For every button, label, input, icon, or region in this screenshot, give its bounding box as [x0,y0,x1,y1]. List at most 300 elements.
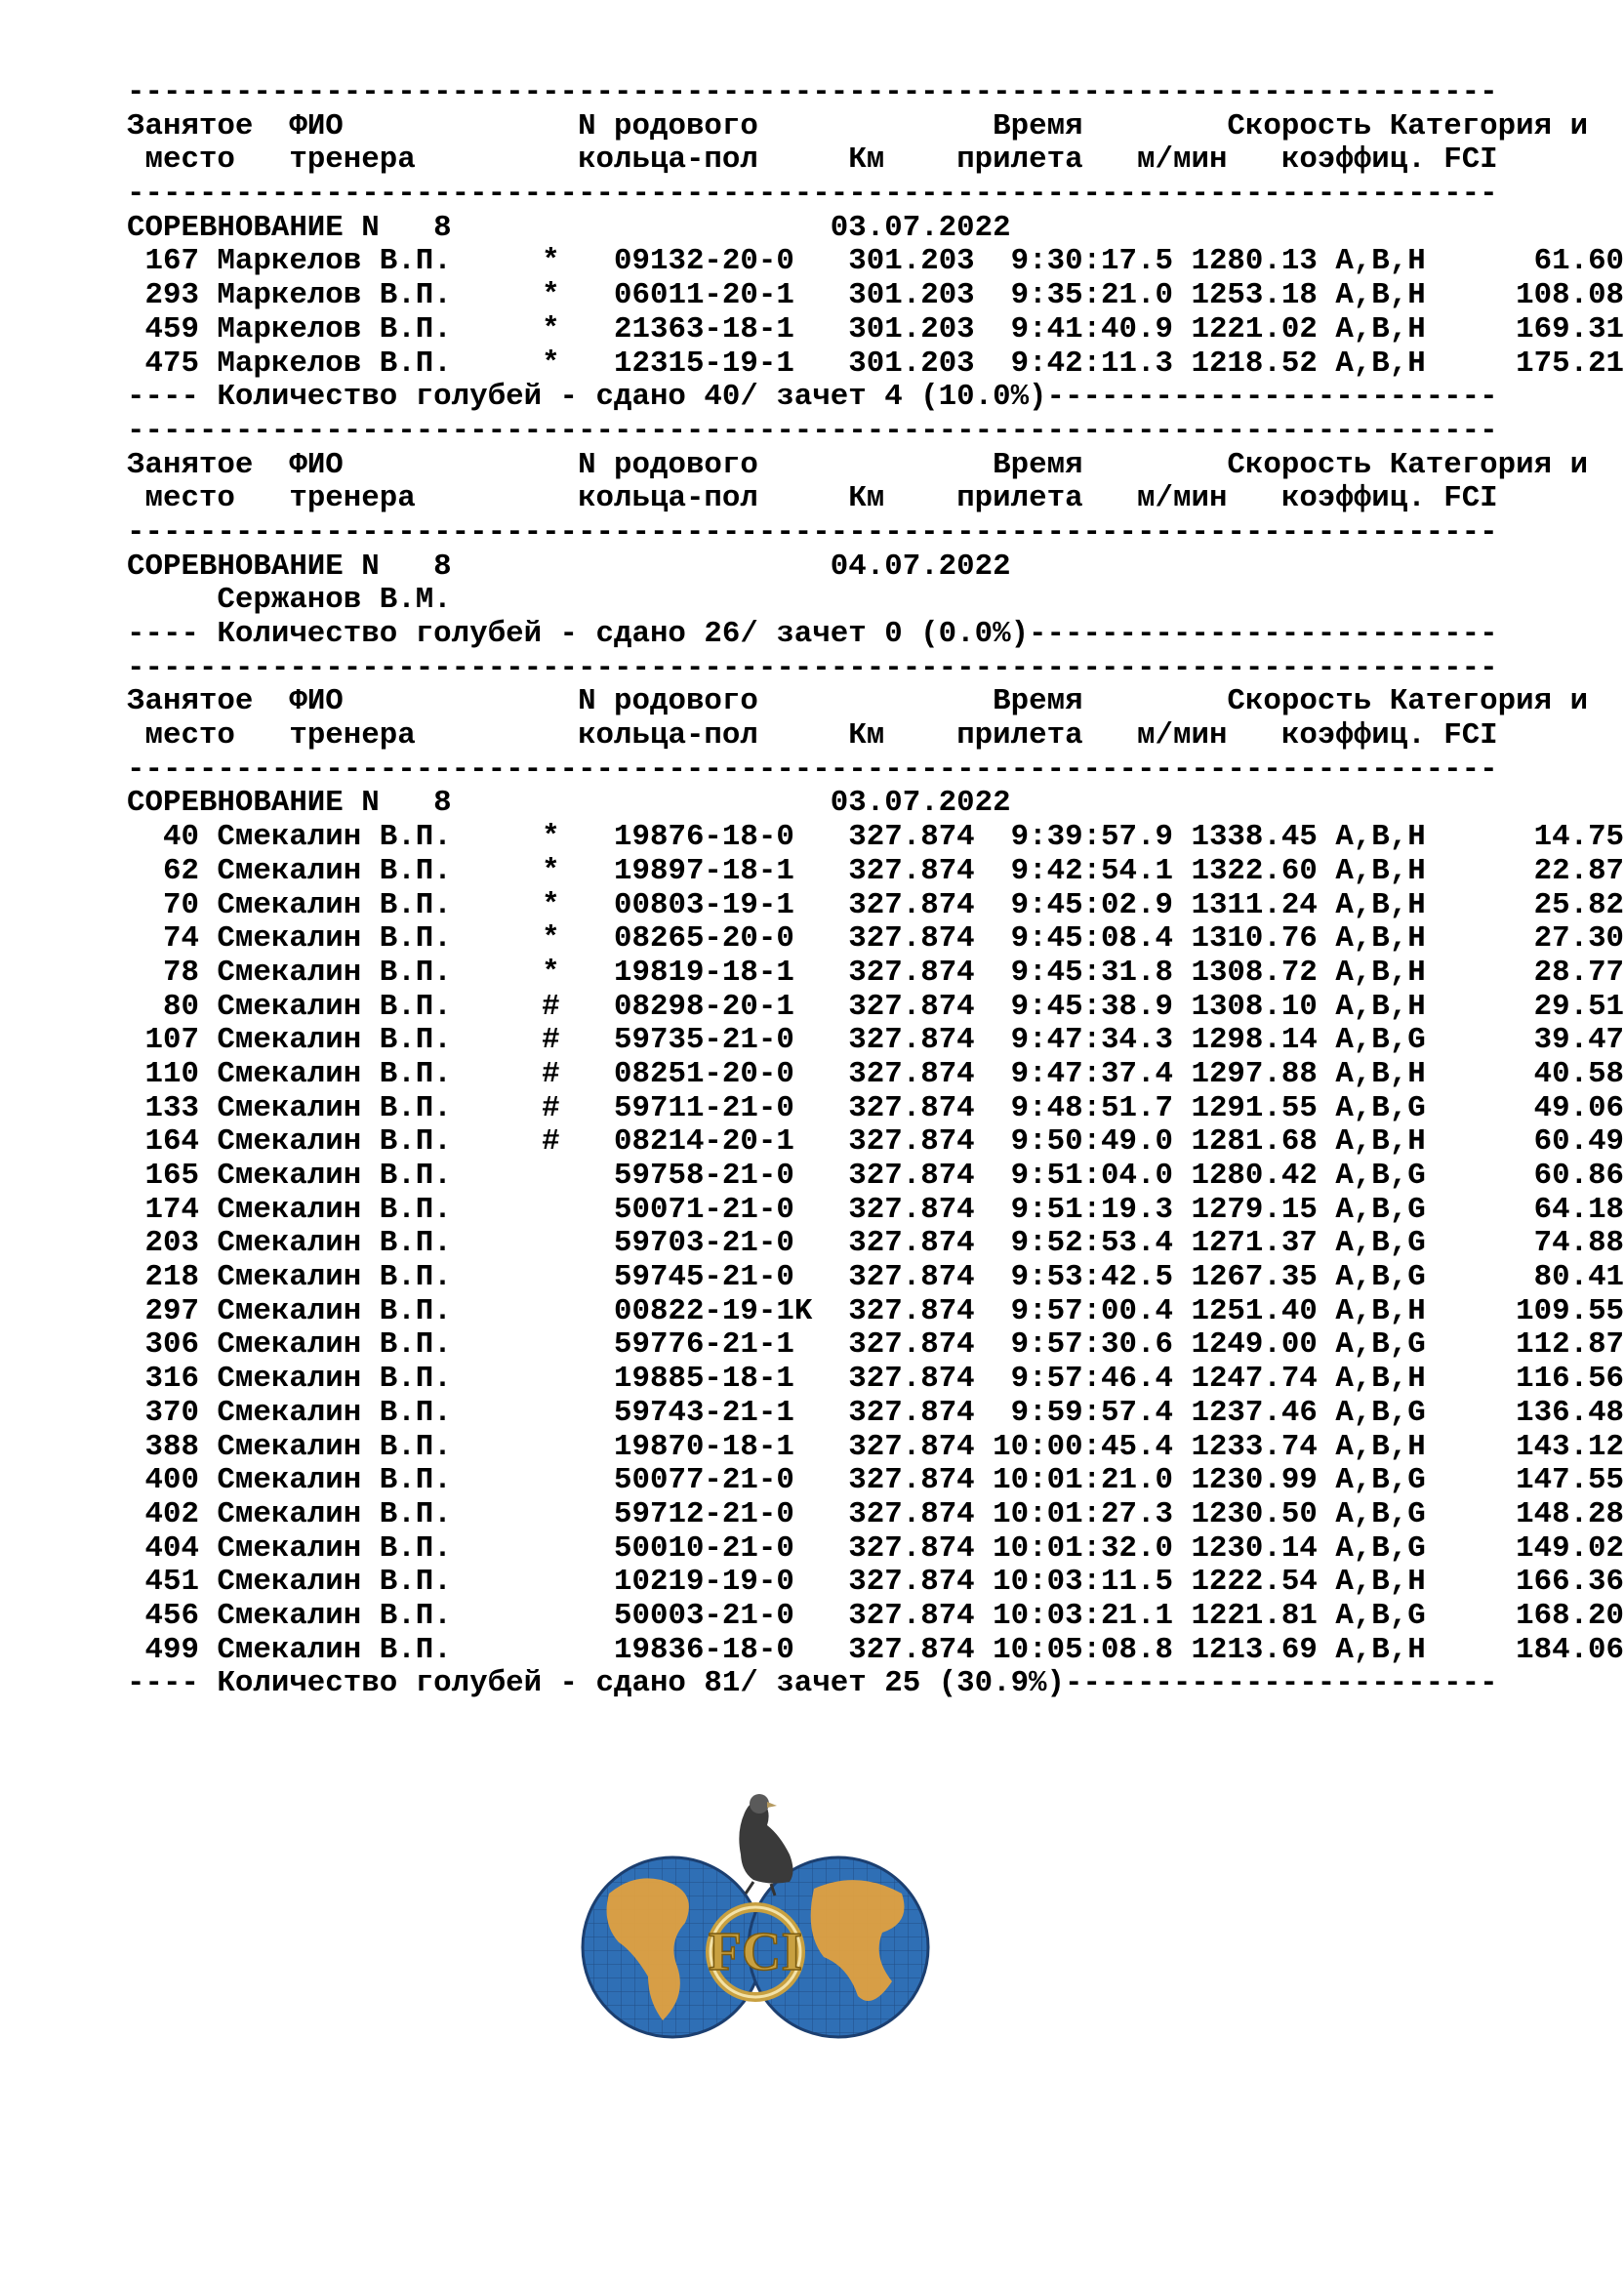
fci-coefficient: 184.06 [1516,1632,1624,1667]
place: 388 [127,1429,199,1464]
ring-number: 10219-19-0 [614,1565,794,1600]
summary-line [127,618,1624,652]
category: A,B,H [1335,346,1426,381]
arrival-time: 9:47:34.3 [1010,1023,1173,1058]
speed: 1297.88 [1191,1056,1318,1091]
arrival-time: 9:59:57.4 [1010,1395,1173,1430]
arrival-time: 10:03:21.1 [993,1598,1173,1633]
mark: # [542,1056,560,1091]
table-header-row [127,685,1624,719]
ring-number: 12315-19-1 [614,346,794,381]
speed: 1230.50 [1191,1496,1318,1531]
competition-label: СОРЕВНОВАНИЕ N 8 [127,210,452,245]
fci-coefficient: 175.21 [1516,346,1624,381]
fci-coefficient: 147.55 [1516,1463,1624,1498]
category: A,B,H [1335,955,1426,990]
place: 459 [127,311,199,347]
ring-number: 19885-18-1 [614,1362,794,1397]
fci-logo [580,1786,931,2040]
table-row [127,313,1624,347]
ring-number: 08298-20-1 [614,989,794,1024]
speed: 1310.76 [1191,921,1318,957]
distance-km: 327.874 [848,955,975,990]
ring-number: 19836-18-0 [614,1632,794,1667]
arrival-time: 9:45:08.4 [1010,921,1173,957]
category: A,B,H [1335,278,1426,313]
place: 133 [127,1090,199,1125]
place: 293 [127,278,199,313]
speed: 1247.74 [1191,1362,1318,1397]
ring-number: 19876-18-0 [614,820,794,855]
summary: ---- Количество голубей - сдано 26/ зачет 0 (0.0%)-------------------------- [127,617,1498,651]
summary-line [127,381,1624,415]
arrival-time: 10:01:21.0 [993,1463,1173,1498]
category: A,B,H [1335,989,1426,1024]
table-header-row [127,719,1624,754]
competition-date: 03.07.2022 [830,786,1011,821]
trainer-name: Маркелов В.П. [217,244,452,279]
header-ring: N родового [578,108,758,143]
ring-number: 59776-21-1 [614,1327,794,1363]
separator: ---------------------------------------------------------------------------- [127,650,1498,685]
distance-km: 301.203 [848,311,975,347]
distance-km: 301.203 [848,346,975,381]
speed: 1222.54 [1191,1565,1318,1600]
category: A,B,H [1335,1124,1426,1160]
arrival-time: 9:41:40.9 [1010,311,1173,347]
competition-label: СОРЕВНОВАНИЕ N 8 [127,549,452,584]
header-km: Км [848,718,885,754]
ring-number: 59758-21-0 [614,1159,794,1193]
trainer-name: Смекалин В.П. [217,1565,452,1600]
trainer-name: Смекалин В.П. [217,989,452,1024]
table-row [127,1600,1624,1634]
ring-number: 00803-19-1 [614,887,794,922]
header-ring: кольца-пол [578,718,758,754]
place: 78 [127,955,199,990]
separator-line [127,415,1624,449]
trainer-name: Смекалин В.П. [217,1159,452,1193]
header-category: коэффиц. FCI [1280,481,1498,516]
speed: 1249.00 [1191,1327,1318,1363]
arrival-time: 10:03:11.5 [993,1565,1173,1600]
fci-coefficient: 27.30 [1533,921,1624,957]
header-name: тренера [289,143,416,178]
distance-km: 327.874 [848,1362,975,1397]
header-time: прилета [956,143,1083,178]
ring-number: 59712-21-0 [614,1496,794,1531]
fci-coefficient: 74.88 [1533,1226,1624,1261]
category: A,B,H [1335,1362,1426,1397]
place: 62 [127,853,199,888]
arrival-time: 9:57:30.6 [1010,1327,1173,1363]
trainer-name: Маркелов В.П. [217,346,452,381]
fci-coefficient: 49.06 [1533,1090,1624,1125]
fci-coefficient: 14.75 [1533,820,1624,855]
distance-km: 327.874 [848,1124,975,1160]
place: 475 [127,346,199,381]
table-row [127,1295,1624,1329]
table-header-row [127,143,1624,178]
table-row [127,922,1624,957]
table-header-row [127,449,1624,483]
ring-number: 59735-21-0 [614,1023,794,1058]
speed: 1230.14 [1191,1530,1318,1566]
distance-km: 301.203 [848,278,975,313]
speed: 1237.46 [1191,1395,1318,1430]
trainer-name: Маркелов В.П. [217,278,452,313]
separator: ---------------------------------------------------------------------------- [127,75,1498,109]
speed: 1218.52 [1191,346,1318,381]
separator-line [127,516,1624,550]
header-speed: Скорость [1227,108,1372,143]
header-name: тренера [289,481,416,516]
results-document [127,76,1624,1701]
distance-km: 327.874 [848,853,975,888]
trainer-name: Смекалин В.П. [217,1124,452,1160]
header-speed: Скорость [1227,684,1372,719]
header-km: Км [848,143,885,178]
arrival-time: 9:45:38.9 [1010,989,1173,1024]
fci-coefficient: 40.58 [1533,1056,1624,1091]
arrival-time: 9:51:04.0 [1010,1159,1173,1193]
speed: 1291.55 [1191,1090,1318,1125]
separator-line [127,652,1624,686]
ring-number: 50071-21-0 [614,1192,794,1227]
header-place: место [127,718,235,754]
arrival-time: 9:42:11.3 [1010,346,1173,381]
distance-km: 327.874 [848,820,975,855]
distance-km: 327.874 [848,1598,975,1633]
distance-km: 327.874 [848,1159,975,1193]
separator-line [127,754,1624,788]
trainer-name: Смекалин В.П. [217,1632,452,1667]
fci-coefficient: 116.56 [1516,1362,1624,1397]
header-category: коэффиц. FCI [1280,143,1498,178]
place: 164 [127,1124,199,1160]
header-place: место [127,481,235,516]
fci-coefficient: 136.48 [1516,1395,1624,1430]
table-row [127,1498,1624,1532]
ring-number: 19819-18-1 [614,955,794,990]
place: 402 [127,1496,199,1531]
distance-km: 327.874 [848,1090,975,1125]
ring-number: 19870-18-1 [614,1429,794,1464]
ring-number: 21363-18-1 [614,311,794,347]
trainer-name: Смекалин В.П. [217,853,452,888]
speed: 1279.15 [1191,1192,1318,1227]
speed: 1322.60 [1191,853,1318,888]
distance-km: 327.874 [848,1327,975,1363]
summary: ---- Количество голубей - сдано 81/ зачет 25 (30.9%)------------------------ [127,1666,1498,1701]
fci-coefficient: 148.28 [1516,1496,1624,1531]
mark: * [542,278,560,313]
fci-coefficient: 39.47 [1533,1023,1624,1058]
place: 80 [127,989,199,1024]
ring-number: 00822-19-1K [614,1293,813,1328]
trainer-name: Смекалин В.П. [217,1496,452,1531]
arrival-time: 9:50:49.0 [1010,1124,1173,1160]
mark: # [542,989,560,1024]
category: A,B,G [1335,1395,1426,1430]
table-row [127,279,1624,313]
place: 70 [127,887,199,922]
trainer-name: Маркелов В.П. [217,311,452,347]
header-place: Занятое [127,684,254,719]
arrival-time: 9:57:46.4 [1010,1362,1173,1397]
header-name: ФИО [289,684,344,719]
summary-line [127,1667,1624,1701]
table-row [127,245,1624,279]
category: A,B,H [1335,820,1426,855]
table-row [127,1363,1624,1397]
fci-coefficient: 109.55 [1516,1293,1624,1328]
ring-number: 09132-20-0 [614,244,794,279]
table-row [127,889,1624,923]
ring-number: 06011-20-1 [614,278,794,313]
trainer-name: Смекалин В.П. [217,1226,452,1261]
header-name: тренера [289,718,416,754]
arrival-time: 9:30:17.5 [1010,244,1173,279]
table-header-row [127,482,1624,516]
fci-coefficient: 149.02 [1516,1530,1624,1566]
table-row [127,1397,1624,1431]
trainer-name: Смекалин В.П. [217,1362,452,1397]
header-category: Категория и [1389,684,1589,719]
arrival-time: 10:00:45.4 [993,1429,1173,1464]
table-row [127,1261,1624,1295]
trainer-name: Смекалин В.П. [217,820,452,855]
mark: * [542,921,560,957]
summary: ---- Количество голубей - сдано 40/ зачет 4 (10.0%)------------------------- [127,380,1498,415]
table-row [127,991,1624,1025]
header-ring: N родового [578,447,758,482]
place: 218 [127,1260,199,1295]
fci-coefficient: 61.60 [1533,244,1624,279]
place: 456 [127,1598,199,1633]
trainer-name: Смекалин В.П. [217,1023,452,1058]
header-place: место [127,143,235,178]
header-ring: кольца-пол [578,481,758,516]
header-speed: Скорость [1227,447,1372,482]
category: A,B,H [1335,853,1426,888]
category: A,B,G [1335,1192,1426,1227]
header-ring: кольца-пол [578,143,758,178]
fci-coefficient: 80.41 [1533,1260,1624,1295]
arrival-time: 9:39:57.9 [1010,820,1173,855]
distance-km: 327.874 [848,1496,975,1531]
arrival-time: 10:01:27.3 [993,1496,1173,1531]
mark: # [542,1090,560,1125]
fci-coefficient: 29.51 [1533,989,1624,1024]
table-row [127,1566,1624,1600]
trainer-name: Смекалин В.П. [217,1090,452,1125]
header-name: ФИО [289,108,344,143]
distance-km: 327.874 [848,1530,975,1566]
trainer-line [127,584,1624,618]
mark: * [542,887,560,922]
category: A,B,G [1335,1598,1426,1633]
header-place: Занятое [127,108,254,143]
place: 107 [127,1023,199,1058]
competition-line [127,212,1624,246]
speed: 1311.24 [1191,887,1318,922]
fci-coefficient: 64.18 [1533,1192,1624,1227]
speed: 1251.40 [1191,1293,1318,1328]
place: 370 [127,1395,199,1430]
table-row [127,1125,1624,1160]
table-row [127,1464,1624,1498]
competition-date: 03.07.2022 [830,210,1011,245]
header-time: Время [993,684,1083,719]
fci-coefficient: 112.87 [1516,1327,1624,1363]
competition-line [127,550,1624,585]
trainer-name: Смекалин В.П. [217,1395,452,1430]
category: A,B,G [1335,1159,1426,1193]
header-time: прилета [956,718,1083,754]
fci-coefficient: 28.77 [1533,955,1624,990]
fci-coefficient: 60.86 [1533,1159,1624,1193]
category: A,B,G [1335,1496,1426,1531]
category: A,B,H [1335,1293,1426,1328]
trainer-name: Смекалин В.П. [217,1463,452,1498]
place: 167 [127,244,199,279]
category: A,B,G [1335,1226,1426,1261]
header-category: коэффиц. FCI [1280,718,1498,754]
distance-km: 327.874 [848,1565,975,1600]
distance-km: 301.203 [848,244,975,279]
category: A,B,H [1335,244,1426,279]
competition-label: СОРЕВНОВАНИЕ N 8 [127,786,452,821]
mark: # [542,1023,560,1058]
place: 203 [127,1226,199,1261]
pigeon-icon [739,1794,792,1896]
speed: 1298.14 [1191,1023,1318,1058]
speed: 1267.35 [1191,1260,1318,1295]
distance-km: 327.874 [848,1395,975,1430]
arrival-time: 10:05:08.8 [993,1632,1173,1667]
speed: 1213.69 [1191,1632,1318,1667]
arrival-time: 9:48:51.7 [1010,1090,1173,1125]
place: 297 [127,1293,199,1328]
distance-km: 327.874 [848,887,975,922]
fci-coefficient: 60.49 [1533,1124,1624,1160]
speed: 1233.74 [1191,1429,1318,1464]
table-row [127,855,1624,889]
header-time: Время [993,447,1083,482]
header-speed: м/мин [1137,718,1228,754]
separator: ---------------------------------------------------------------------------- [127,514,1498,550]
distance-km: 327.874 [848,1226,975,1261]
fci-coefficient: 143.12 [1516,1429,1624,1464]
distance-km: 327.874 [848,989,975,1024]
ring-number: 59703-21-0 [614,1226,794,1261]
table-row [127,821,1624,855]
category: A,B,H [1335,1632,1426,1667]
place: 316 [127,1362,199,1397]
arrival-time: 9:42:54.1 [1010,853,1173,888]
ring-number: 19897-18-1 [614,853,794,888]
category: A,B,H [1335,1429,1426,1464]
arrival-time: 9:45:31.8 [1010,955,1173,990]
header-time: Время [993,108,1083,143]
mark: * [542,820,560,855]
speed: 1308.10 [1191,989,1318,1024]
speed: 1271.37 [1191,1226,1318,1261]
header-speed: м/мин [1137,481,1228,516]
speed: 1253.18 [1191,278,1318,313]
table-row [127,1024,1624,1058]
arrival-time: 9:45:02.9 [1010,887,1173,922]
category: A,B,G [1335,1090,1426,1125]
distance-km: 327.874 [848,921,975,957]
ring-number: 59711-21-0 [614,1090,794,1125]
logo-text: FCI [708,1922,803,1982]
category: A,B,G [1335,1023,1426,1058]
mark: * [542,311,560,347]
category: A,B,G [1335,1260,1426,1295]
category: A,B,G [1335,1530,1426,1566]
mark: * [542,244,560,279]
table-row [127,1634,1624,1668]
trainer-name: Смекалин В.П. [217,921,452,957]
fci-coefficient: 169.31 [1516,311,1624,347]
competition-date: 04.07.2022 [830,549,1011,584]
category: A,B,H [1335,311,1426,347]
trainer-name: Смекалин В.П. [217,1598,452,1633]
fci-coefficient: 25.82 [1533,887,1624,922]
ring-number: 50003-21-0 [614,1598,794,1633]
ring-number: 08214-20-1 [614,1124,794,1160]
fci-coefficient: 108.08 [1516,278,1624,313]
place: 404 [127,1530,199,1566]
header-place: Занятое [127,447,254,482]
header-time: прилета [956,481,1083,516]
trainer-name: Смекалин В.П. [217,1327,452,1363]
ring-number: 08265-20-0 [614,921,794,957]
separator: ---------------------------------------------------------------------------- [127,413,1498,448]
place: 40 [127,820,199,855]
mark: # [542,1124,560,1160]
arrival-time: 9:35:21.0 [1010,278,1173,313]
header-km: Км [848,481,885,516]
category: A,B,H [1335,1056,1426,1091]
trainer-name: Смекалин В.П. [217,887,452,922]
place: 499 [127,1632,199,1667]
place: 165 [127,1159,199,1193]
speed: 1280.42 [1191,1159,1318,1193]
ring-number: 50010-21-0 [614,1530,794,1566]
arrival-time: 9:57:00.4 [1010,1293,1173,1328]
mark: * [542,955,560,990]
separator: ---------------------------------------------------------------------------- [127,752,1498,787]
table-row [127,1194,1624,1228]
place: 110 [127,1056,199,1091]
table-row [127,957,1624,991]
trainer-name: Смекалин В.П. [217,1530,452,1566]
table-row [127,1532,1624,1567]
ring-number: 50077-21-0 [614,1463,794,1498]
fci-coefficient: 22.87 [1533,853,1624,888]
table-row [127,1092,1624,1126]
distance-km: 327.874 [848,1023,975,1058]
speed: 1308.72 [1191,955,1318,990]
table-row [127,1058,1624,1092]
separator: ---------------------------------------------------------------------------- [127,177,1498,212]
speed: 1230.99 [1191,1463,1318,1498]
table-header-row [127,110,1624,144]
header-speed: м/мин [1137,143,1228,178]
